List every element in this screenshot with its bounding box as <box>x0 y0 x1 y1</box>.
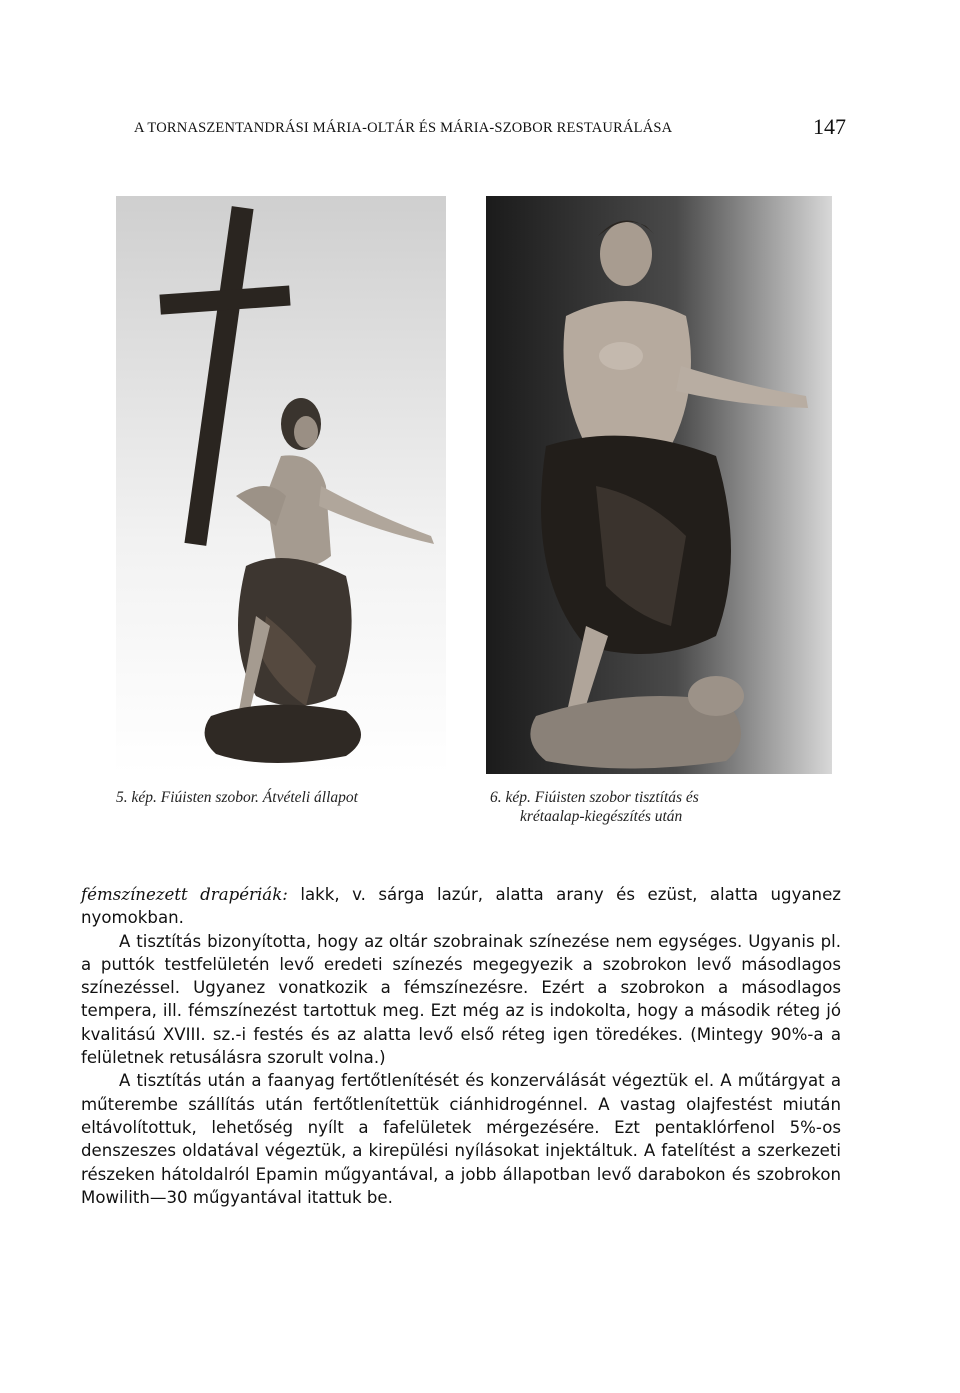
figure-5-caption: 5. kép. Fiúisten szobor. Átvételi állapot <box>116 789 358 806</box>
body-text <box>81 883 841 1209</box>
lead-rest: lakk, v. sárga lazúr, alatta arany és ezüst, alatta ugyanez nyomokban. <box>81 885 841 928</box>
running-header <box>134 114 846 144</box>
paragraph-3: A tisztítás után a faanyag fertőtlenítését és konzerválását végeztük el. A műtárgyat a műterembe szállítás után fertőtlenítettük ciánhidrogénnel. A vastag olajfestést miután eltávolítottuk, lehetőség nyílt a fafelületek mérgezésére. Ezt pentaklórfenol 5%-os denszeszes oldatával végeztük, a kirepülési nyílásokat injektáltuk. A fatelítést a szerkezeti részeken hátoldalról Epamin műgyantával, a jobb állapotban levő darabokon és szobrokon Mowilith—30 műgyantával itattuk be. <box>81 1071 841 1207</box>
figure-5-photo <box>116 196 446 774</box>
paragraph-1 <box>81 883 841 930</box>
statue-after-cleaning-image <box>486 196 832 774</box>
header-title: A TORNASZENTANDRÁSI MÁRIA-OLTÁR ÉS MÁRIA-SZOBOR RESTAURÁLÁSA <box>134 120 673 136</box>
figure-6-caption-line1: 6. kép. Fiúisten szobor tisztítás és <box>490 789 699 806</box>
figure-6-photo <box>486 196 832 774</box>
paragraph-2: A tisztítás bizonyította, hogy az oltár szobrainak színezése nem egységes. Ugyanis pl. a puttók testfelületén levő eredeti színezés megegyezik a szobrokon levő másodlagos színezéssel. Ugyanez vonatkozik a fémszínezésre. Ezért a szobrokon a másodlagos tempera, ill. fémszínezést tartottuk meg. Ezt még az is indokolta, hogy a második réteg jó kvalitású XVIII. sz.-i festés és az alatta levő első réteg igen töredékes. (Mintegy 90%-a a felületnek retusálásra szorult volna.) <box>81 931 841 1068</box>
figure-6-caption <box>490 788 699 826</box>
statue-with-cross-image <box>116 196 446 774</box>
lead-label: fémszínezett drapériák: <box>81 885 288 904</box>
page-number: 147 <box>813 114 846 139</box>
figure-6-caption-line2: krétaalap-kiegészítés után <box>520 808 683 825</box>
